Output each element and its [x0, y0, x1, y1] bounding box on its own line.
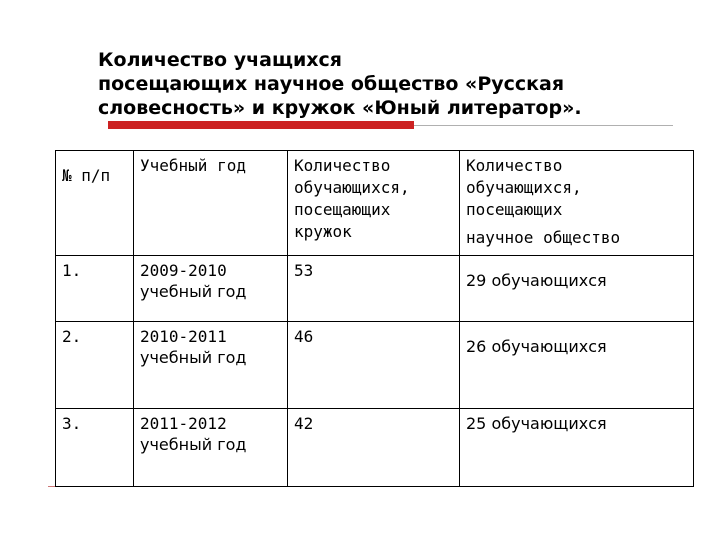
header-year-label: Учебный год — [140, 156, 246, 175]
cell-year — [134, 322, 288, 409]
title-accent-bar — [108, 121, 414, 129]
cell-club — [288, 256, 460, 322]
cell-club — [288, 322, 460, 409]
table-row — [56, 322, 694, 409]
slide-title — [98, 48, 698, 120]
header-club-label: Количество обучающихся, посещающих кружок — [294, 156, 410, 241]
cell-year — [134, 409, 288, 487]
cell-society — [460, 256, 694, 322]
header-society-sublabel: научное общество — [466, 228, 621, 247]
row-year-suffix: учебный год — [140, 348, 247, 367]
row-number: 1. — [62, 261, 82, 280]
row-year: 2009-2010 — [140, 261, 227, 280]
row-number: 2. — [62, 327, 82, 346]
cell-society — [460, 322, 694, 409]
row-club-count: 53 — [294, 261, 314, 280]
row-year-suffix: учебный год — [140, 435, 247, 454]
title-line-3: словесность» и кружок «Юный литератор». — [98, 97, 582, 119]
row-club-count: 46 — [294, 327, 314, 346]
row-society-count: 29 обучающихся — [466, 271, 607, 290]
header-club — [288, 151, 460, 256]
cell-year — [134, 256, 288, 322]
cell-number — [56, 256, 134, 322]
title-line-1: Количество учащихся — [98, 49, 342, 71]
header-year — [134, 151, 288, 256]
row-society-count: 26 обучающихся — [466, 337, 607, 356]
header-number-label: № п/п — [62, 166, 111, 185]
row-society-count: 25 обучающихся — [466, 414, 607, 433]
header-number — [56, 151, 134, 256]
row-year: 2011-2012 — [140, 414, 227, 433]
cell-club — [288, 409, 460, 487]
students-table — [55, 150, 694, 487]
header-society — [460, 151, 694, 256]
row-year: 2010-2011 — [140, 327, 227, 346]
row-year-suffix: учебный год — [140, 282, 247, 301]
table-row — [56, 256, 694, 322]
header-society-label: Количество обучающихся, посещающих — [466, 156, 582, 219]
title-line-2: посещающих научное общество «Русская — [98, 73, 565, 95]
cell-society — [460, 409, 694, 487]
row-club-count: 42 — [294, 414, 314, 433]
table-header-row — [56, 151, 694, 256]
cell-number — [56, 322, 134, 409]
table-row — [56, 409, 694, 487]
cell-number — [56, 409, 134, 487]
row-number: 3. — [62, 414, 82, 433]
